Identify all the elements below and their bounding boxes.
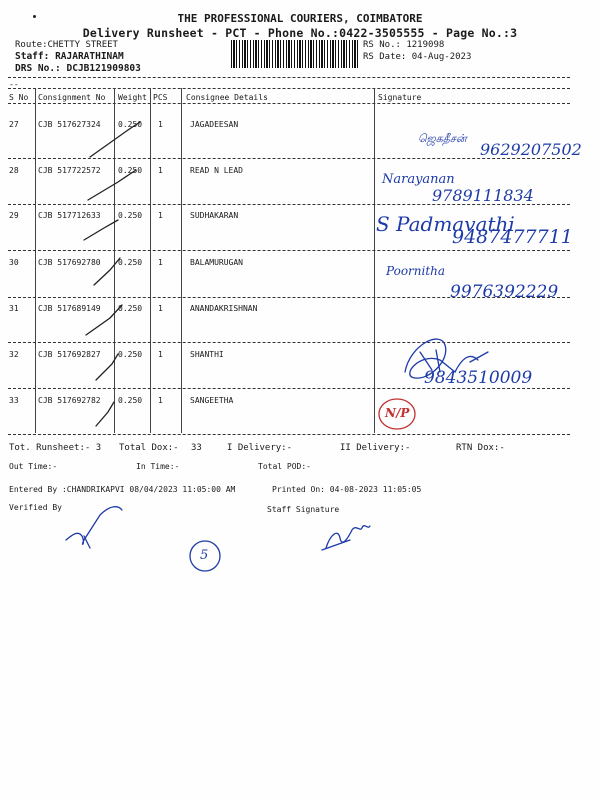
row-pcs: 1 [158, 304, 163, 313]
signature-phone: 9629207502 [480, 140, 582, 159]
row-pcs: 1 [158, 396, 163, 405]
row-consignee: SANGEETHA [190, 396, 234, 405]
np-mark: N/P [385, 406, 410, 420]
col-weight: Weight [118, 93, 147, 102]
col-sno: S No [9, 93, 29, 102]
row-consignment: CJB 517692782 [38, 396, 101, 405]
row-sno: 31 [9, 304, 19, 313]
row-weight: 0.250 [118, 350, 143, 359]
row-consignment: CJB 517692780 [38, 258, 101, 267]
tot-runsheet: Tot. Runsheet:- 3 [9, 443, 102, 453]
row-sno: 29 [9, 211, 19, 220]
row-pcs: 1 [158, 258, 163, 267]
row-consignee: READ N LEAD [190, 166, 243, 175]
route-value: CHETTY STREET [47, 40, 118, 50]
ii-delivery: II Delivery:- [340, 443, 411, 453]
row-sno: 28 [9, 166, 19, 175]
signature-phone: 9487477711 [452, 226, 573, 248]
signature-tamil-name: ஜெகதீசன் [418, 132, 467, 145]
row-consignment: CJB 517692827 [38, 350, 101, 359]
verifier-signature-tail [84, 536, 90, 548]
company-title: THE PROFESSIONAL COURIERS, COIMBATORE [177, 12, 423, 25]
signature-name: Narayanan [382, 172, 455, 187]
verifier-signature [66, 507, 122, 545]
row-consignee: ANANDAKRISHNAN [190, 304, 258, 313]
in-time: In Time:- [136, 462, 180, 471]
row-consignee: SUDHAKARAN [190, 211, 239, 220]
drs-label: DRS No.: [15, 63, 61, 74]
row-sno: 30 [9, 258, 19, 267]
total-pod: Total POD:- [258, 462, 311, 471]
row-consignment: CJB 517689149 [38, 304, 101, 313]
row-pcs: 1 [158, 211, 163, 220]
col-consignee: Consignee Details [186, 93, 268, 102]
row-weight: 0.250 [118, 258, 143, 267]
signature-name: Poornitha [386, 264, 446, 278]
total-dox-value: 33 [191, 443, 202, 453]
row-sno: 27 [9, 120, 19, 129]
row-pcs: 1 [158, 120, 163, 129]
signature-phone: 9976392229 [450, 282, 559, 302]
circled-number: 5 [200, 548, 209, 563]
row-weight: 0.250 [118, 304, 143, 313]
row-weight: 0.250 [118, 211, 143, 220]
row-sno: 33 [9, 396, 19, 405]
row-weight: 0.250 [118, 120, 143, 129]
row-consignment: CJB 517712633 [38, 211, 101, 220]
signature-phone: 9789111834 [432, 186, 534, 205]
row-consignment: CJB 517722572 [38, 166, 101, 175]
row-pcs: 1 [158, 350, 163, 359]
drs-value: DCJB121909803 [66, 63, 141, 74]
i-delivery: I Delivery:- [227, 443, 293, 453]
verified-by: Verified By [9, 503, 62, 512]
row-consignment: CJB 517627324 [38, 120, 101, 129]
runsheet-subtitle: Delivery Runsheet - PCT - Phone No.:0422-3505555 - Page No.:3 [82, 26, 518, 40]
staff-label: Staff: [15, 51, 50, 62]
entered-by: Entered By :CHANDRIKAPVI 08/04/2023 11:05:00 AM [9, 485, 236, 494]
staff-value: RAJARATHINAM [55, 51, 124, 62]
signature-name: S Padmavathi [376, 212, 515, 236]
row-sno: 32 [9, 350, 19, 359]
row-weight: 0.250 [118, 166, 143, 175]
row-consignee: SHANTHI [190, 350, 224, 359]
col-pcs: PCS [153, 93, 168, 102]
col-signature: Signature [378, 93, 422, 102]
dash-marks: -- [9, 80, 19, 89]
row-consignee: BALAMURUGAN [190, 258, 243, 267]
col-consignment: Consignment No [38, 93, 106, 102]
rs-number: RS No.: 1219098 [363, 40, 445, 50]
rtn-dox: RTN Dox:- [456, 443, 505, 453]
route-label: Route: [15, 40, 48, 50]
staff-signature-label: Staff Signature [267, 505, 340, 514]
out-time: Out Time:- [9, 462, 58, 471]
printed-on: Printed On: 04-08-2023 11:05:05 [272, 485, 422, 494]
staff-signature [326, 526, 370, 548]
total-dox-label: Total Dox:- [119, 443, 179, 453]
rs-date: RS Date: 04-Aug-2023 [363, 52, 472, 62]
row-pcs: 1 [158, 166, 163, 175]
row-weight: 0.250 [118, 396, 143, 405]
row-consignee: JAGADEESAN [190, 120, 239, 129]
signature-phone: 9843510009 [424, 368, 533, 388]
